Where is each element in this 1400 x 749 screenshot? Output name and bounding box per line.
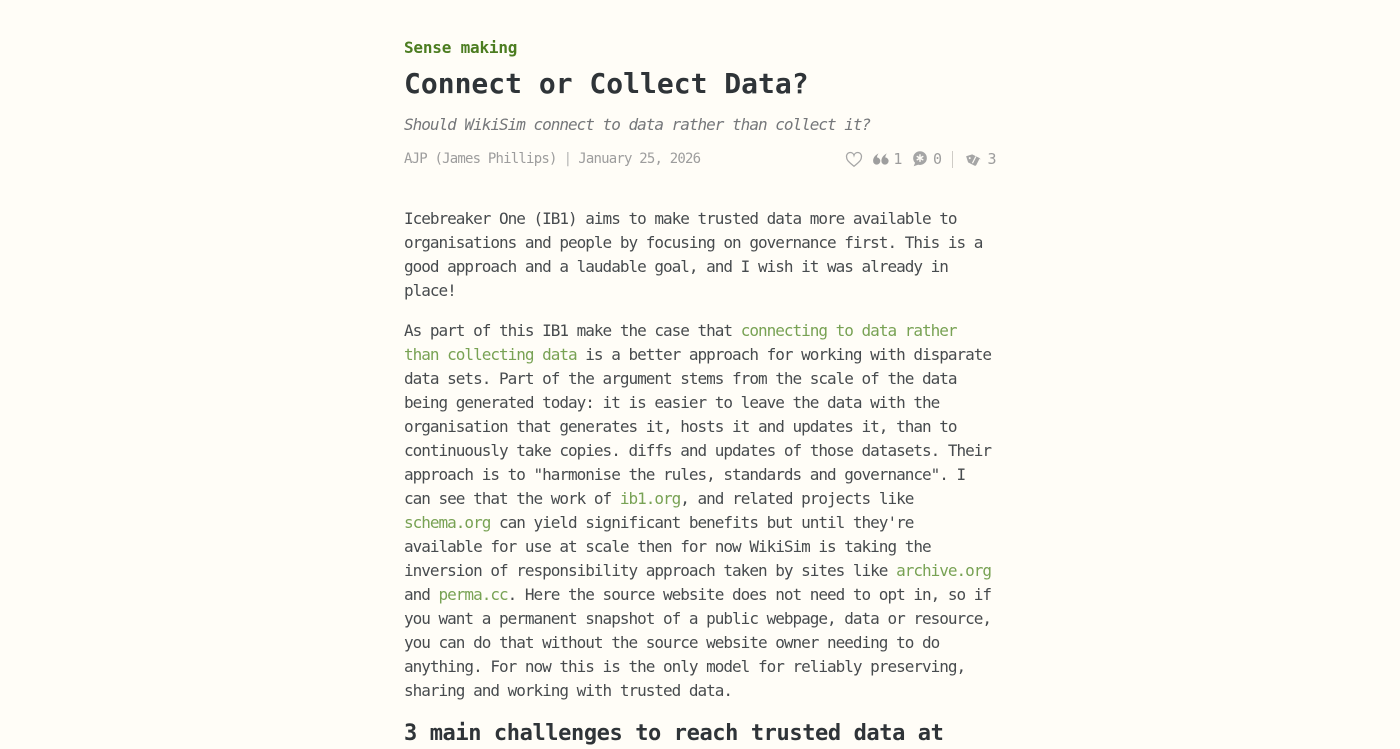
double-quote-icon: [872, 153, 889, 166]
page-title: Connect or Collect Data?: [404, 67, 809, 100]
inline-link[interactable]: connecting to data rather than collecting data: [404, 321, 957, 364]
byline-author-date: [404, 149, 700, 169]
inline-link[interactable]: schema.org: [404, 513, 491, 532]
heart-icon: [845, 151, 863, 168]
mentions-counter[interactable]: [911, 149, 942, 169]
article-subtitle: Should WikiSim connect to data rather than collect it?: [404, 115, 871, 134]
tag-icon: [964, 151, 983, 168]
author-name: AJP (James Phillips): [404, 151, 557, 167]
like-button[interactable]: [845, 151, 863, 168]
tags-counter[interactable]: [964, 149, 996, 169]
meta-actions: [845, 149, 996, 169]
article-body: [404, 207, 996, 703]
speech-bubble-asterisk-icon: [911, 150, 929, 168]
inline-link[interactable]: perma.cc: [438, 585, 508, 604]
blog-post-article: [404, 0, 996, 749]
mention-count: 0: [932, 150, 942, 168]
paragraph: Icebreaker One (IB1) aims to make trusted data more available to organisations and people by focusing on governance first. This is a good approach and a laudable goal, and I wish it was already in place!: [404, 209, 983, 300]
inline-link[interactable]: ib1.org: [619, 489, 681, 508]
quote-count: 1: [893, 150, 902, 168]
meta-divider: [952, 151, 953, 168]
tag-count: 3: [987, 150, 996, 168]
quotes-counter[interactable]: [872, 149, 902, 169]
byline: [404, 149, 996, 169]
byline-separator: |: [563, 151, 572, 167]
section-heading: 3 main challenges to reach trusted data at: [404, 721, 944, 746]
category-link[interactable]: Sense making: [404, 38, 518, 57]
inline-link[interactable]: archive.org: [896, 561, 992, 580]
publish-date: January 25, 2026: [578, 151, 701, 167]
paragraph: As part of this IB1 make the case that connecting to data rather than collecting data is a better approach for working with disparate data sets. Part of the argument stems from the scale of the data being generated today: it is easier to leave the data with the organisation that generates it, hosts it and updates it, than to continuously take copies. diffs and updates of those datasets. Their approach is to "harmonise the rules, standards and governance". I can see that the work of ib1.org, and related projects like schema.org can yield significant benefits but until they're available for use at scale then for now WikiSim is taking the inversion of responsibility approach taken by sites like archive.org and perma.cc. Here the source website does not need to opt in, so if you want a permanent snapshot of a public webpage, data or resource, you can do that without the source website owner needing to do anything. For now this is the only model for reliably preserving, sharing and working with trusted data.: [404, 321, 992, 700]
